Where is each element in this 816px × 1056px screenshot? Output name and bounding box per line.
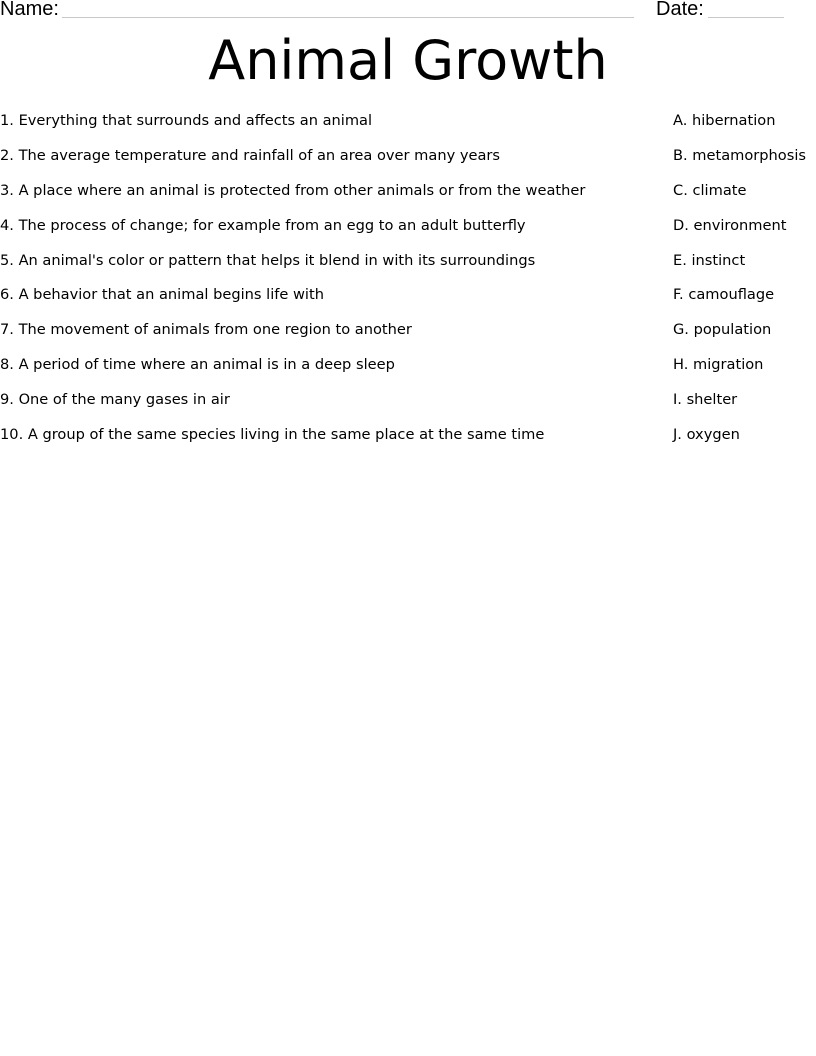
answer-option: I. shelter <box>673 391 738 409</box>
clue-text: 10. A group of the same species living in the same place at the same time <box>0 426 545 444</box>
page-title: Animal Growth <box>208 29 608 92</box>
name-label: Name: <box>0 0 59 20</box>
list-item <box>0 182 816 217</box>
list-item <box>0 426 816 461</box>
list-item <box>0 391 816 426</box>
date-blank-line <box>708 17 784 18</box>
list-item <box>0 147 816 182</box>
list-item <box>0 286 816 321</box>
answer-option: H. migration <box>673 356 764 374</box>
name-blank-line <box>62 17 634 18</box>
answer-option: J. oxygen <box>673 426 740 444</box>
list-item <box>0 252 816 287</box>
answer-option: F. camouflage <box>673 286 775 304</box>
clue-text: 1. Everything that surrounds and affects an animal <box>0 112 373 129</box>
clue-text: 2. The average temperature and rainfall of an area over many years <box>0 146 501 164</box>
clue-text: 6. A behavior that an animal begins life with <box>0 286 324 304</box>
clue-text: 5. An animal's color or pattern that helps it blend in with its surroundings <box>0 251 536 269</box>
list-item <box>0 217 816 252</box>
matching-list <box>0 112 816 461</box>
clue-text: 4. The process of change; for example from an egg to an adult butterfly <box>0 216 526 234</box>
list-item <box>0 356 816 391</box>
answer-option: A. hibernation <box>673 112 776 129</box>
list-item <box>0 321 816 356</box>
clue-text: 7. The movement of animals from one region to another <box>0 321 412 339</box>
list-item <box>0 112 816 147</box>
answer-option: C. climate <box>673 181 747 199</box>
date-label: Date: <box>656 0 704 20</box>
clue-text: 9. One of the many gases in air <box>0 391 230 409</box>
answer-option: G. population <box>673 321 772 339</box>
answer-option: D. environment <box>673 216 787 234</box>
worksheet-header <box>0 0 816 24</box>
clue-text: 3. A place where an animal is protected from other animals or from the weather <box>0 181 586 199</box>
clue-text: 8. A period of time where an animal is in a deep sleep <box>0 356 395 374</box>
answer-option: E. instinct <box>673 251 746 269</box>
answer-option: B. metamorphosis <box>673 146 806 164</box>
